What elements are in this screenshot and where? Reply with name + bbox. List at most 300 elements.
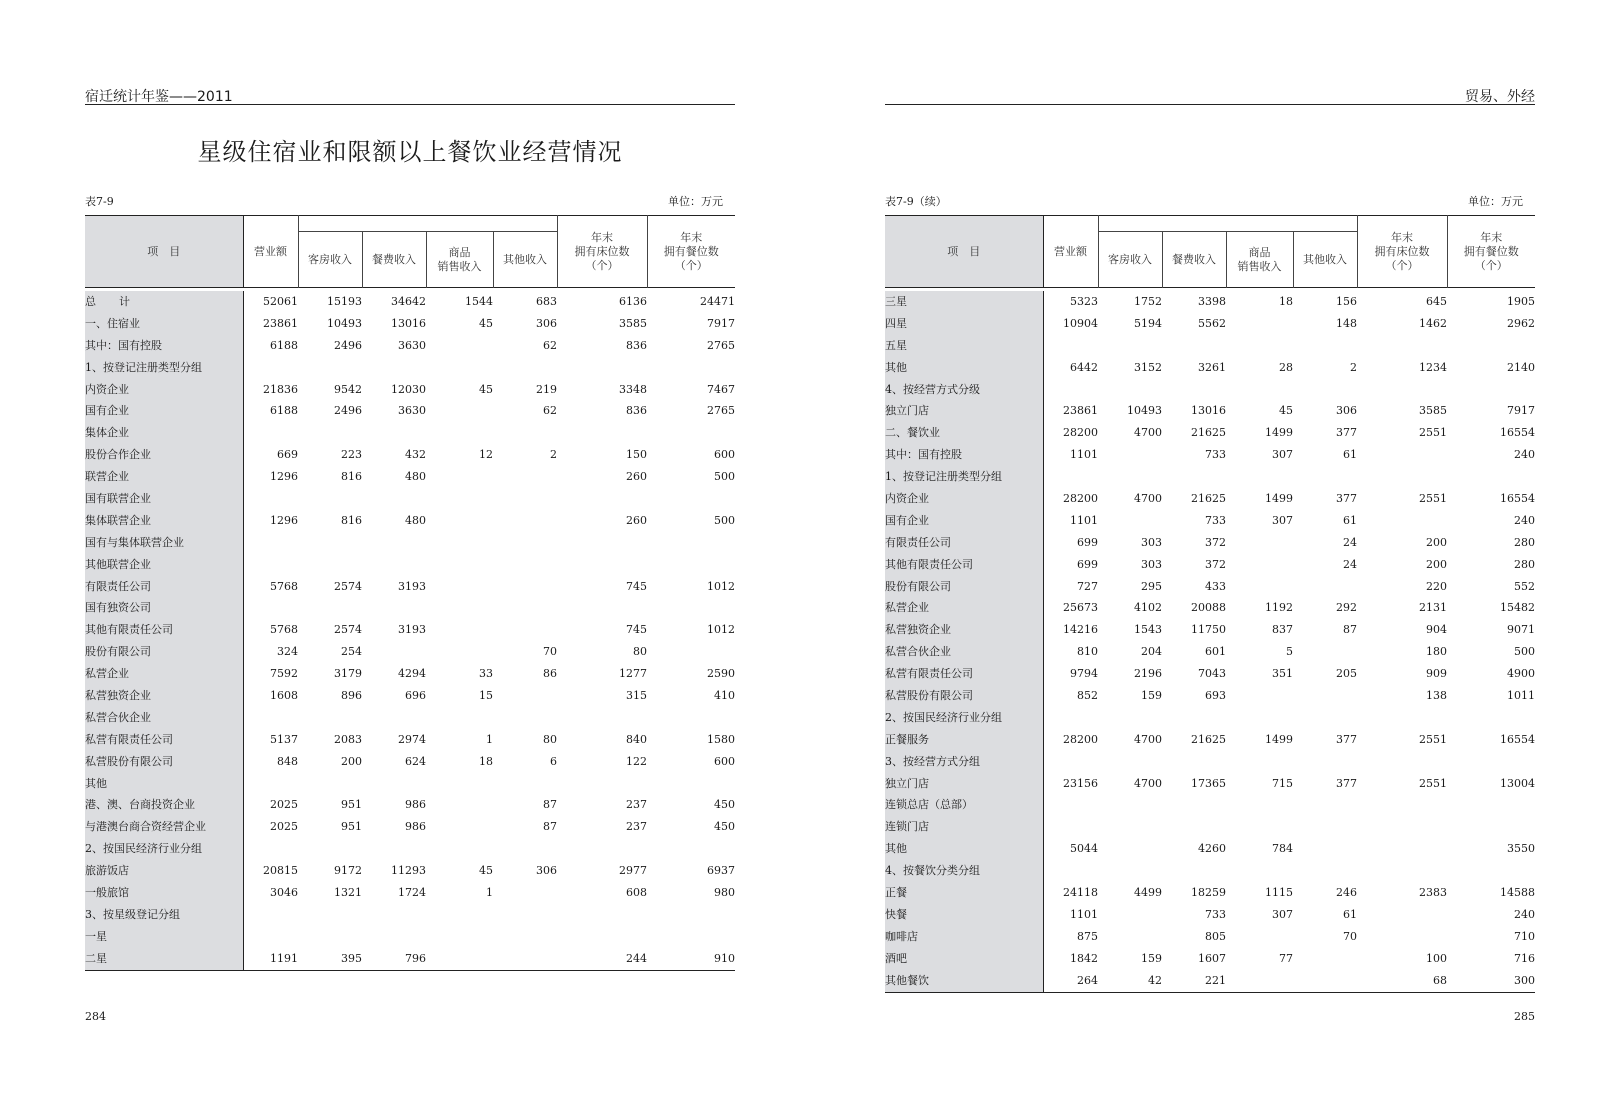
cell-beds: 1462 xyxy=(1419,316,1447,330)
cell-beds xyxy=(557,357,647,379)
cell-catering: 1724 xyxy=(398,885,426,899)
table-row xyxy=(85,597,735,619)
cell-room: 223 xyxy=(341,448,362,462)
cell-revenue: 324 xyxy=(277,645,298,659)
cell-seats: 500 xyxy=(714,513,735,527)
row-label: 四星 xyxy=(885,313,1043,335)
cell-seats: 2765 xyxy=(707,404,735,418)
table-row xyxy=(85,444,735,466)
row-label: 私营独资企业 xyxy=(885,619,1043,641)
cell-other: 87 xyxy=(543,798,557,812)
row-label: 1、按登记注册类型分组 xyxy=(885,466,1043,488)
cell-beds: 180 xyxy=(1426,645,1447,659)
cell-goods xyxy=(426,357,493,379)
cell-seats: 1905 xyxy=(1507,294,1535,308)
cell-beds: 150 xyxy=(626,448,647,462)
table-row xyxy=(85,619,735,641)
cell-goods xyxy=(426,904,493,926)
cell-beds xyxy=(1357,379,1447,401)
table-row xyxy=(85,707,735,729)
row-label: 二、餐饮业 xyxy=(885,422,1043,444)
cell-other: 61 xyxy=(1343,448,1357,462)
table-row xyxy=(885,773,1535,795)
cell-goods xyxy=(1226,794,1293,816)
table-row xyxy=(85,291,735,313)
cell-room xyxy=(298,488,362,510)
cell-revenue: 5137 xyxy=(270,732,298,746)
table-row xyxy=(85,751,735,773)
row-label: 与港澳台商合资经营企业 xyxy=(85,816,243,838)
col-header-beds: 年末 拥有床位数 （个） xyxy=(557,216,647,288)
cell-seats: 552 xyxy=(1514,579,1535,593)
cell-goods: 715 xyxy=(1272,776,1293,790)
row-label: 4、按餐饮分类分组 xyxy=(885,860,1043,882)
cell-revenue: 9794 xyxy=(1070,667,1098,681)
col-header-group xyxy=(1098,216,1357,232)
table-row xyxy=(885,794,1535,816)
cell-room: 254 xyxy=(341,645,362,659)
cell-seats: 6937 xyxy=(707,864,735,878)
cell-catering: 733 xyxy=(1205,448,1226,462)
cell-other: 306 xyxy=(536,864,557,878)
col-header-seats: 年末 拥有餐位数 （个） xyxy=(647,216,735,288)
cell-goods: 45 xyxy=(1279,404,1293,418)
cell-catering: 21625 xyxy=(1191,491,1226,505)
table-row xyxy=(885,357,1535,379)
cell-other xyxy=(493,488,557,510)
cell-beds xyxy=(557,773,647,795)
col-header-item: 项 目 xyxy=(85,216,243,288)
cell-revenue: 1101 xyxy=(1070,907,1098,921)
cell-catering: 34642 xyxy=(391,294,426,308)
cell-catering xyxy=(1162,466,1226,488)
table-row xyxy=(885,576,1535,598)
cell-catering: 11750 xyxy=(1191,623,1226,637)
row-label: 其他联营企业 xyxy=(85,554,243,576)
cell-seats xyxy=(647,641,735,663)
cell-seats: 710 xyxy=(1514,929,1535,943)
cell-revenue: 7592 xyxy=(270,667,298,681)
page-number: 284 xyxy=(85,1010,106,1023)
cell-beds xyxy=(557,597,647,619)
cell-room: 816 xyxy=(341,470,362,484)
col-header-other: 其他收入 xyxy=(1293,232,1357,288)
table-row xyxy=(885,860,1535,882)
cell-other: 87 xyxy=(543,820,557,834)
cell-goods: 45 xyxy=(479,382,493,396)
cell-seats: 16554 xyxy=(1500,426,1535,440)
cell-revenue xyxy=(243,838,298,860)
cell-room: 2083 xyxy=(334,732,362,746)
cell-room: 816 xyxy=(341,513,362,527)
cell-room: 4700 xyxy=(1134,491,1162,505)
cell-revenue xyxy=(243,532,298,554)
cell-seats: 240 xyxy=(1514,907,1535,921)
cell-catering: 3630 xyxy=(398,338,426,352)
cell-catering xyxy=(1162,335,1226,357)
cell-goods: 45 xyxy=(479,316,493,330)
cell-catering xyxy=(1162,860,1226,882)
table-row xyxy=(85,948,735,970)
table-header xyxy=(885,215,1535,288)
cell-catering: 3261 xyxy=(1198,360,1226,374)
cell-seats xyxy=(1447,379,1535,401)
cell-beds xyxy=(1357,860,1447,882)
row-label: 五星 xyxy=(885,335,1043,357)
cell-other: 377 xyxy=(1336,491,1357,505)
cell-goods xyxy=(426,422,493,444)
row-label: 三星 xyxy=(885,291,1043,313)
cell-other: 377 xyxy=(1336,426,1357,440)
row-label: 正餐服务 xyxy=(885,729,1043,751)
cell-goods xyxy=(426,554,493,576)
cell-catering: 372 xyxy=(1205,535,1226,549)
cell-seats: 2140 xyxy=(1507,360,1535,374)
cell-beds: 3585 xyxy=(1419,404,1447,418)
data-table xyxy=(85,291,735,971)
cell-beds: 608 xyxy=(626,885,647,899)
cell-other: 306 xyxy=(536,316,557,330)
table-row xyxy=(85,379,735,401)
cell-seats xyxy=(647,532,735,554)
cell-beds: 2977 xyxy=(619,864,647,878)
cell-goods: 18 xyxy=(1279,294,1293,308)
cell-room: 9542 xyxy=(334,382,362,396)
cell-catering xyxy=(1162,794,1226,816)
cell-revenue: 5323 xyxy=(1070,294,1098,308)
cell-goods xyxy=(1226,816,1293,838)
cell-goods: 837 xyxy=(1272,623,1293,637)
cell-other xyxy=(493,948,557,970)
unit-label: 单位：万元 xyxy=(668,195,723,208)
cell-revenue xyxy=(243,554,298,576)
cell-room: 1543 xyxy=(1134,623,1162,637)
cell-seats: 500 xyxy=(1514,645,1535,659)
row-label: 私营有限责任公司 xyxy=(85,729,243,751)
cell-beds: 200 xyxy=(1426,557,1447,571)
cell-catering: 5562 xyxy=(1198,316,1226,330)
cell-catering xyxy=(362,641,426,663)
cell-beds xyxy=(557,838,647,860)
table-row xyxy=(885,510,1535,532)
cell-beds: 2131 xyxy=(1419,601,1447,615)
cell-revenue: 6442 xyxy=(1070,360,1098,374)
row-label: 国有企业 xyxy=(85,400,243,422)
cell-goods: 12 xyxy=(479,448,493,462)
cell-other: 62 xyxy=(543,338,557,352)
cell-room xyxy=(298,422,362,444)
cell-beds xyxy=(1357,751,1447,773)
cell-room xyxy=(1098,860,1162,882)
cell-revenue xyxy=(1043,860,1098,882)
cell-goods xyxy=(426,576,493,598)
cell-beds: 220 xyxy=(1426,579,1447,593)
cell-catering: 805 xyxy=(1205,929,1226,943)
cell-beds xyxy=(1357,510,1447,532)
cell-revenue: 23861 xyxy=(1063,404,1098,418)
table-row xyxy=(85,926,735,948)
cell-catering xyxy=(362,838,426,860)
cell-catering: 21625 xyxy=(1191,426,1226,440)
table-row xyxy=(885,707,1535,729)
cell-other: 24 xyxy=(1343,557,1357,571)
row-label: 其他有限责任公司 xyxy=(85,619,243,641)
cell-revenue xyxy=(243,926,298,948)
cell-beds xyxy=(557,707,647,729)
cell-room xyxy=(298,926,362,948)
cell-goods xyxy=(426,510,493,532)
cell-beds: 2551 xyxy=(1419,776,1447,790)
cell-other xyxy=(1293,335,1357,357)
cell-other: 6 xyxy=(550,754,557,768)
page-title: 星级住宿业和限额以上餐饮业经营情况 xyxy=(197,138,623,166)
table-row xyxy=(885,313,1535,335)
cell-revenue: 28200 xyxy=(1063,491,1098,505)
cell-room: 951 xyxy=(341,820,362,834)
cell-other: 70 xyxy=(1343,929,1357,943)
cell-catering: 11293 xyxy=(391,864,426,878)
cell-other: 377 xyxy=(1336,732,1357,746)
cell-other: 306 xyxy=(1336,404,1357,418)
cell-other xyxy=(493,554,557,576)
cell-room: 9172 xyxy=(334,864,362,878)
cell-other xyxy=(493,466,557,488)
cell-beds: 2551 xyxy=(1419,732,1447,746)
cell-beds: 1234 xyxy=(1419,360,1447,374)
cell-goods xyxy=(426,488,493,510)
cell-goods xyxy=(1226,576,1293,598)
cell-seats: 1012 xyxy=(707,623,735,637)
cell-other xyxy=(1293,860,1357,882)
cell-goods: 1499 xyxy=(1265,491,1293,505)
row-label: 私营合伙企业 xyxy=(85,707,243,729)
cell-beds xyxy=(1357,335,1447,357)
cell-catering: 733 xyxy=(1205,513,1226,527)
cell-other xyxy=(493,422,557,444)
row-label: 独立门店 xyxy=(885,773,1043,795)
cell-seats: 15482 xyxy=(1500,601,1535,615)
cell-seats: 240 xyxy=(1514,448,1535,462)
cell-seats xyxy=(1447,466,1535,488)
cell-seats: 600 xyxy=(714,448,735,462)
cell-seats: 500 xyxy=(714,470,735,484)
cell-seats: 410 xyxy=(714,688,735,702)
cell-catering xyxy=(362,707,426,729)
table-row xyxy=(885,532,1535,554)
cell-seats: 1011 xyxy=(1507,688,1535,702)
cell-revenue xyxy=(243,422,298,444)
cell-seats: 450 xyxy=(714,798,735,812)
cell-room xyxy=(298,773,362,795)
cell-room: 303 xyxy=(1141,557,1162,571)
cell-room xyxy=(1098,444,1162,466)
cell-goods: 1 xyxy=(486,732,493,746)
cell-other xyxy=(1293,379,1357,401)
cell-other xyxy=(493,685,557,707)
cell-room: 303 xyxy=(1141,535,1162,549)
table-header xyxy=(85,215,735,288)
cell-room: 2574 xyxy=(334,579,362,593)
row-label: 国有联营企业 xyxy=(85,488,243,510)
cell-other xyxy=(1293,707,1357,729)
table-row xyxy=(885,882,1535,904)
table-row xyxy=(85,816,735,838)
cell-seats: 600 xyxy=(714,754,735,768)
cell-revenue xyxy=(243,707,298,729)
cell-other xyxy=(493,619,557,641)
cell-seats xyxy=(647,773,735,795)
cell-catering: 624 xyxy=(405,754,426,768)
col-header-revenue: 营业额 xyxy=(243,216,298,288)
cell-seats: 280 xyxy=(1514,557,1535,571)
cell-seats xyxy=(1447,751,1535,773)
cell-revenue: 875 xyxy=(1077,929,1098,943)
cell-seats: 1580 xyxy=(707,732,735,746)
row-label: 内资企业 xyxy=(85,379,243,401)
row-label: 私营企业 xyxy=(85,663,243,685)
cell-revenue: 669 xyxy=(277,448,298,462)
cell-beds: 904 xyxy=(1426,623,1447,637)
table-row xyxy=(885,816,1535,838)
row-label: 连锁总店（总部） xyxy=(885,794,1043,816)
cell-other xyxy=(1293,838,1357,860)
cell-revenue: 5768 xyxy=(270,579,298,593)
cell-catering xyxy=(362,926,426,948)
cell-catering: 3398 xyxy=(1198,294,1226,308)
table-row xyxy=(885,444,1535,466)
cell-beds xyxy=(1357,466,1447,488)
row-label: 港、澳、台商投资企业 xyxy=(85,794,243,816)
running-head: 宿迁统计年鉴——2011 xyxy=(85,89,233,105)
cell-catering: 13016 xyxy=(391,316,426,330)
cell-seats: 14588 xyxy=(1500,885,1535,899)
table-row xyxy=(885,751,1535,773)
cell-revenue: 6188 xyxy=(270,338,298,352)
cell-goods xyxy=(426,466,493,488)
cell-beds: 122 xyxy=(626,754,647,768)
cell-room: 4700 xyxy=(1134,426,1162,440)
row-label: 内资企业 xyxy=(885,488,1043,510)
cell-goods xyxy=(426,773,493,795)
cell-catering: 3193 xyxy=(398,623,426,637)
cell-beds: 840 xyxy=(626,732,647,746)
cell-catering: 17365 xyxy=(1191,776,1226,790)
cell-other: 205 xyxy=(1336,667,1357,681)
cell-catering xyxy=(362,904,426,926)
cell-goods xyxy=(426,816,493,838)
row-label: 国有独资公司 xyxy=(85,597,243,619)
col-header-group xyxy=(298,216,557,232)
cell-goods xyxy=(426,707,493,729)
row-label: 私营企业 xyxy=(885,597,1043,619)
table-row xyxy=(885,466,1535,488)
cell-goods xyxy=(426,948,493,970)
cell-beds: 237 xyxy=(626,798,647,812)
row-label: 4、按经营方式分级 xyxy=(885,379,1043,401)
cell-revenue: 24118 xyxy=(1063,885,1098,899)
table-row xyxy=(85,510,735,532)
cell-other xyxy=(493,707,557,729)
table-row xyxy=(85,532,735,554)
cell-goods: 45 xyxy=(479,864,493,878)
cell-revenue: 23861 xyxy=(263,316,298,330)
row-label: 其中：国有控股 xyxy=(85,335,243,357)
cell-seats: 2962 xyxy=(1507,316,1535,330)
cell-catering: 21625 xyxy=(1191,732,1226,746)
row-label: 私营独资企业 xyxy=(85,685,243,707)
table-row xyxy=(885,422,1535,444)
cell-catering xyxy=(362,422,426,444)
cell-catering xyxy=(362,488,426,510)
row-label: 2、按国民经济行业分组 xyxy=(85,838,243,860)
row-label: 其他 xyxy=(85,773,243,795)
table-row xyxy=(85,838,735,860)
cell-revenue: 810 xyxy=(1077,645,1098,659)
cell-seats xyxy=(1447,335,1535,357)
table-row xyxy=(885,685,1535,707)
table-row xyxy=(885,379,1535,401)
cell-revenue xyxy=(243,488,298,510)
cell-revenue: 28200 xyxy=(1063,732,1098,746)
col-header-seats: 年末 拥有餐位数 （个） xyxy=(1447,216,1535,288)
cell-beds: 100 xyxy=(1426,951,1447,965)
cell-beds: 745 xyxy=(626,623,647,637)
cell-catering: 372 xyxy=(1205,557,1226,571)
row-label: 2、按国民经济行业分组 xyxy=(885,707,1043,729)
cell-goods: 18 xyxy=(479,754,493,768)
cell-goods: 28 xyxy=(1279,360,1293,374)
cell-other: 86 xyxy=(543,667,557,681)
row-label: 其中：国有控股 xyxy=(885,444,1043,466)
cell-beds xyxy=(557,904,647,926)
header-rule xyxy=(885,104,1535,105)
col-header-revenue: 营业额 xyxy=(1043,216,1098,288)
row-label: 酒吧 xyxy=(885,948,1043,970)
row-label: 国有企业 xyxy=(885,510,1043,532)
row-label: 股份合作企业 xyxy=(85,444,243,466)
cell-beds: 237 xyxy=(626,820,647,834)
cell-room: 2496 xyxy=(334,404,362,418)
cell-seats xyxy=(1447,794,1535,816)
cell-catering: 7043 xyxy=(1198,667,1226,681)
cell-revenue: 2025 xyxy=(270,798,298,812)
cell-room: 2196 xyxy=(1134,667,1162,681)
cell-goods: 15 xyxy=(479,688,493,702)
cell-seats xyxy=(647,357,735,379)
cell-revenue: 1296 xyxy=(270,513,298,527)
cell-goods xyxy=(1226,860,1293,882)
cell-room: 10493 xyxy=(327,316,362,330)
table-row xyxy=(85,335,735,357)
cell-goods: 77 xyxy=(1279,951,1293,965)
row-label: 私营合伙企业 xyxy=(885,641,1043,663)
cell-revenue: 699 xyxy=(1077,535,1098,549)
cell-revenue: 10904 xyxy=(1063,316,1098,330)
cell-revenue: 727 xyxy=(1077,579,1098,593)
cell-other: 246 xyxy=(1336,885,1357,899)
cell-seats xyxy=(1447,816,1535,838)
cell-room: 204 xyxy=(1141,645,1162,659)
col-header-goods: 商品 销售收入 xyxy=(1226,232,1293,288)
cell-beds xyxy=(1357,926,1447,948)
cell-seats: 3550 xyxy=(1507,842,1535,856)
cell-catering: 3193 xyxy=(398,579,426,593)
cell-other: 80 xyxy=(543,732,557,746)
cell-revenue: 6188 xyxy=(270,404,298,418)
cell-beds: 2383 xyxy=(1419,885,1447,899)
cell-other xyxy=(1293,948,1357,970)
cell-revenue xyxy=(243,597,298,619)
